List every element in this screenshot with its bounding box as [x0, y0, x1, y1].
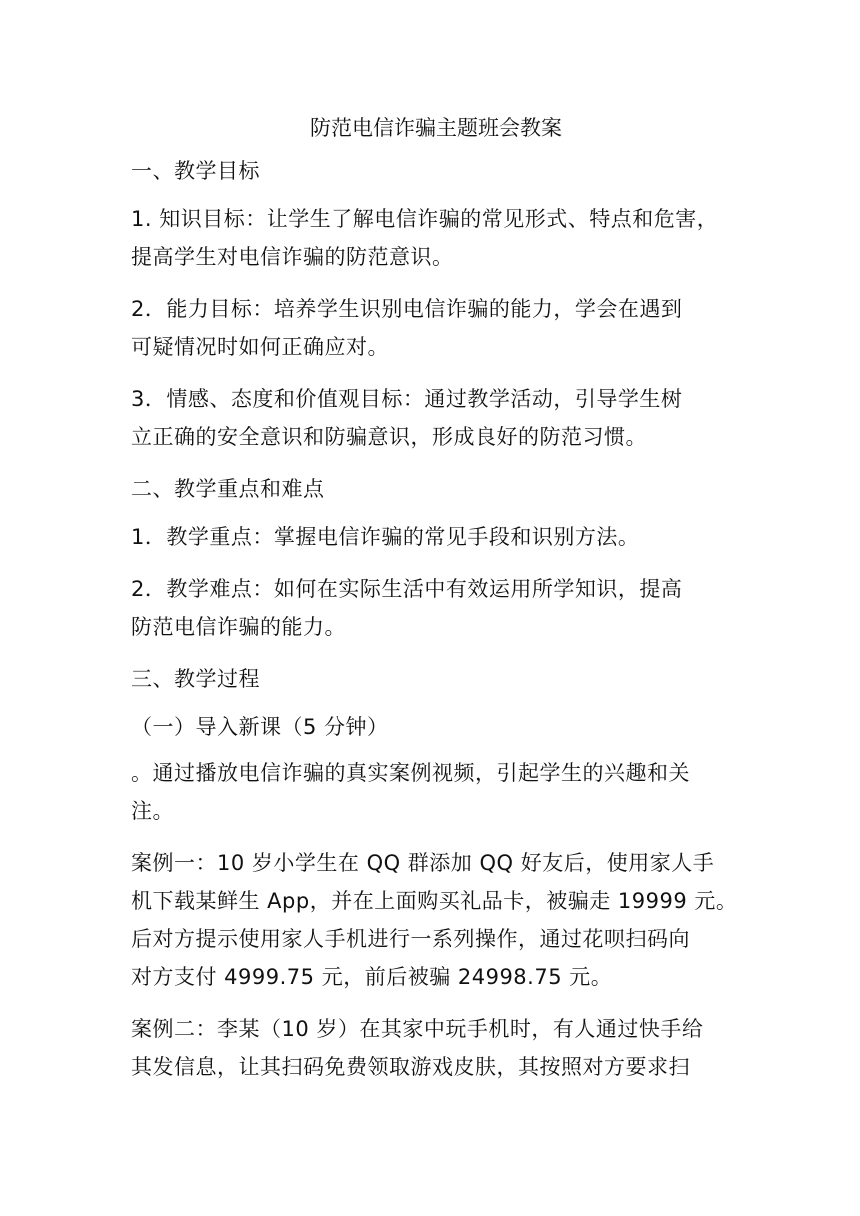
- paragraph-intro: [131, 754, 741, 830]
- text-line: 2．能力目标：培养学生识别电信诈骗的能力，学会在遇到: [131, 297, 683, 321]
- text-line: 机下载某鲜生 App，并在上面购买礼品卡，被骗走 19999 元。: [131, 889, 738, 913]
- text-line: 对方支付 4999.75 元，前后被骗 24998.75 元。: [131, 965, 613, 989]
- subsection-heading-intro: [131, 708, 741, 746]
- text-line: 后对方提示使用家人手机进行一系列操作，通过花呗扫码向: [131, 927, 690, 951]
- section-heading-text: 一、教学目标: [131, 159, 260, 183]
- text-line: 可疑情况时如何正确应对。: [131, 335, 389, 359]
- document-title: 防范电信诈骗主题班会教案: [310, 116, 562, 140]
- text-line: 1. 知识目标：让学生了解电信诈骗的常见形式、特点和危害，: [131, 207, 719, 231]
- section-heading-process: [131, 660, 741, 698]
- paragraph-teaching-difficulty: [131, 570, 741, 646]
- text-line: 案例一：10 岁小学生在 QQ 群添加 QQ 好友后，使用家人手: [131, 851, 715, 875]
- paragraph-ability-objective: [131, 290, 741, 366]
- text-line: 3．情感、态度和价值观目标：通过教学活动，引导学生树: [131, 387, 683, 411]
- section-heading-text: 二、教学重点和难点: [131, 477, 325, 501]
- section-heading-objectives: [131, 152, 741, 190]
- text-line: 2．教学难点：如何在实际生活中有效运用所学知识，提高: [131, 577, 683, 601]
- text-line: 提高学生对电信诈骗的防范意识。: [131, 245, 454, 269]
- paragraph-emotion-objective: [131, 380, 741, 456]
- paragraph-case-one: [131, 844, 741, 996]
- document-body: [131, 108, 741, 1100]
- paragraph-case-two: [131, 1010, 741, 1086]
- section-heading-focus: [131, 470, 741, 508]
- section-heading-text: 三、教学过程: [131, 667, 260, 691]
- text-line: 注。: [131, 799, 174, 823]
- text-line: 其发信息，让其扫码免费领取游戏皮肤，其按照对方要求扫: [131, 1055, 690, 1079]
- text-line: 案例二：李某（10 岁）在其家中玩手机时，有人通过快手给: [131, 1017, 704, 1041]
- subsection-heading-text: （一）导入新课（5 分钟）: [131, 715, 389, 739]
- text-line: 。通过播放电信诈骗的真实案例视频，引起学生的兴趣和关: [131, 761, 690, 785]
- text-line: 立正确的安全意识和防骗意识，形成良好的防范习惯。: [131, 425, 647, 449]
- paragraph-knowledge-objective: [131, 200, 741, 276]
- text-line: 1．教学重点：掌握电信诈骗的常见手段和识别方法。: [131, 525, 640, 549]
- paragraph-teaching-focus: [131, 518, 741, 556]
- text-line: 防范电信诈骗的能力。: [131, 615, 346, 639]
